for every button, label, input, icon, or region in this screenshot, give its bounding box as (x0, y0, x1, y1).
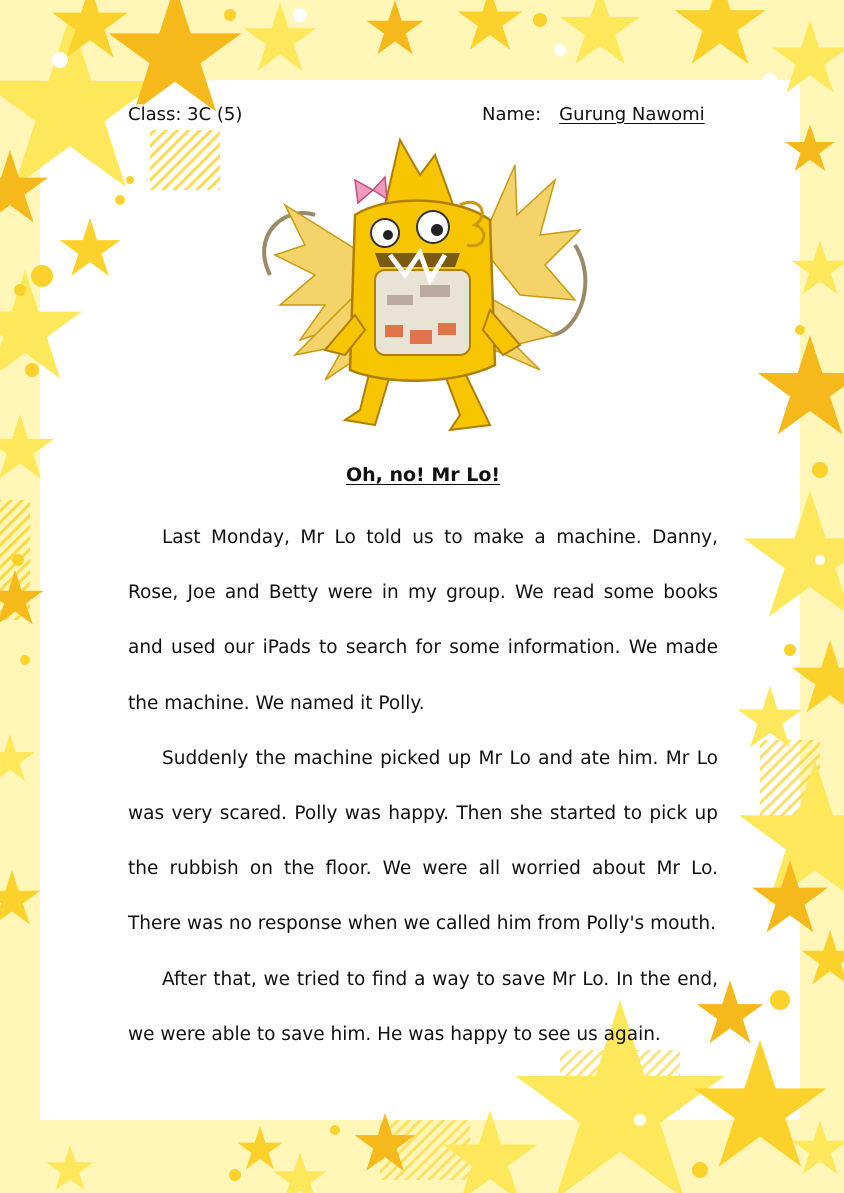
name-label: Name: (482, 104, 542, 125)
story-paragraph: After that, we tried to find a way to save Mr Lo. In the end, we were able to save him. He was happy to see us again. (128, 968, 718, 1045)
student-name: Gurung Nawomi (559, 104, 705, 125)
story-paragraph: Last Monday, Mr Lo told us to make a machine. Danny, Rose, Joe and Betty were in my group. We read some books and used our iPads to search for some information. We made the machine. We named it Polly. (128, 527, 718, 714)
class-label: Class: 3C (5) (128, 104, 243, 125)
name-label-group (482, 104, 713, 125)
header (128, 104, 718, 132)
yellow-machine-robot-icon (255, 135, 590, 440)
story-paragraph: Suddenly the machine picked up Mr Lo and ate him. Mr Lo was very scared. Polly was happy. Then she started to pick up the rubbish on the floor. We were all worried about Mr Lo. There was no response when we called him from Polly's mouth. (128, 747, 718, 935)
story-body (128, 510, 718, 1062)
story-title: Oh, no! Mr Lo! (345, 464, 501, 486)
